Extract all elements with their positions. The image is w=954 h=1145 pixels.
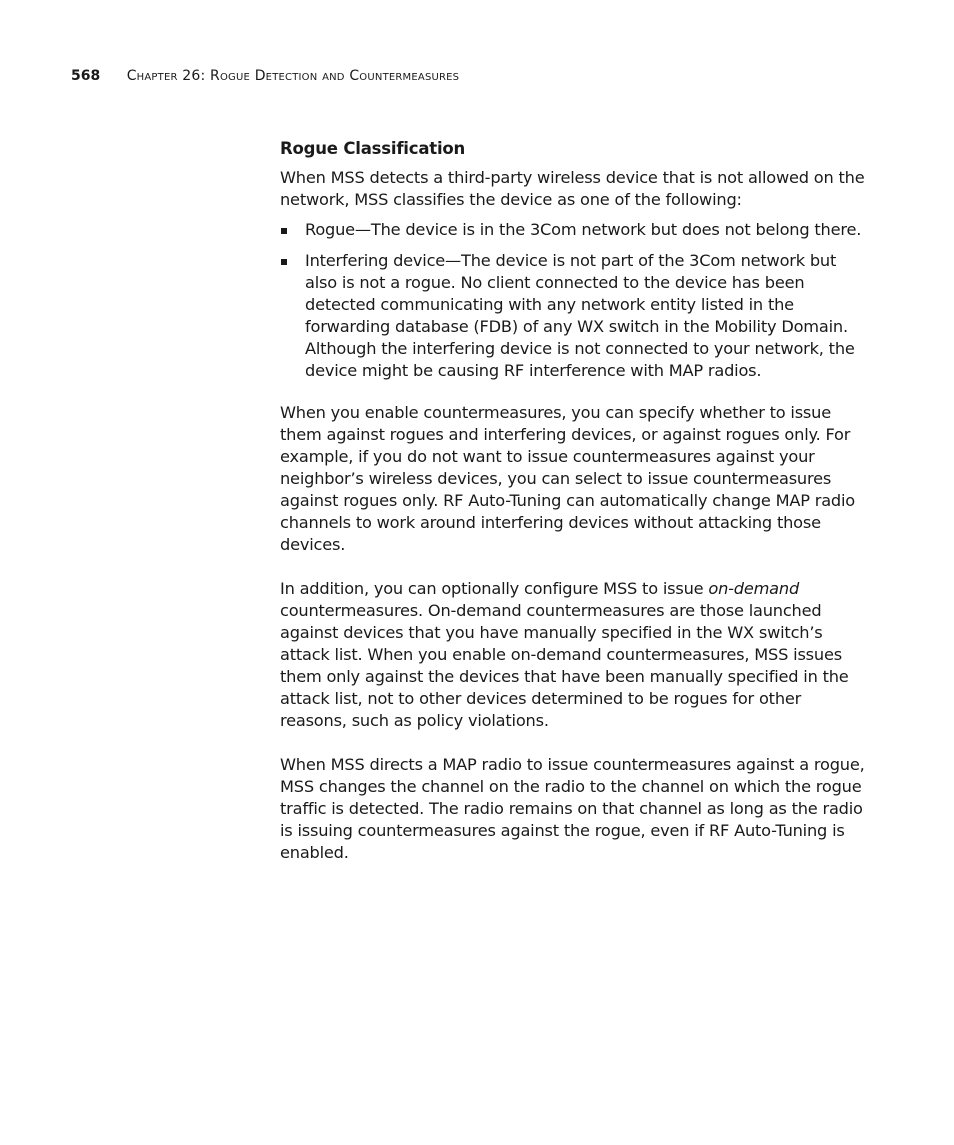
on-demand-text-after: countermeasures. On-demand countermeasures are those launched against devices that you have manually specified in the WX switch’s attack list. When you enable on-demand countermeasures, MSS issues them only against the devices that have been manually specified in the attack list, not to other devices determined to be rogues for other reasons, such as policy violations. xyxy=(280,601,849,730)
channel-paragraph: When MSS directs a MAP radio to issue countermeasures against a rogue, MSS changes the channel on the radio to the channel on which the rogue traffic is detected. The radio remains on that channel as long as the radio is issuing countermeasures against the rogue, even if RF Auto-Tuning is enabled. xyxy=(280,755,865,862)
on-demand-text-before: In addition, you can optionally configure MSS to issue xyxy=(280,579,709,598)
page-number: 568 xyxy=(71,68,101,84)
chapter-title: Chapter 26: Rogue Detection and Countermeasures xyxy=(126,68,460,84)
list-item-text: Rogue—The device is in the 3Com network but does not belong there. xyxy=(305,220,862,239)
list-item xyxy=(280,219,870,241)
running-header xyxy=(71,66,459,86)
on-demand-paragraph xyxy=(280,578,870,732)
on-demand-emphasis: on-demand xyxy=(708,579,800,598)
intro-paragraph: When MSS detects a third-party wireless device that is not allowed on the network, MSS classifies the device as one of the following: xyxy=(280,168,865,209)
list-item xyxy=(280,250,870,382)
list-item-text: Interfering device—The device is not part of the 3Com network but also is not a rogue. No client connected to the device has been detected communicating with any network entity listed in the forwarding database (FDB) of any WX switch in the Mobility Domain. Although the interfering device is not connected to your network, the device might be causing RF interference with MAP radios. xyxy=(305,251,855,380)
section-heading: Rogue Classification xyxy=(280,139,466,158)
square-bullet-icon xyxy=(281,228,287,234)
section-body xyxy=(280,138,870,886)
classification-list xyxy=(280,219,870,382)
countermeasures-paragraph: When you enable countermeasures, you can specify whether to issue them against rogues and interfering devices, or against rogues only. For example, if you do not want to issue countermeasures against your neighbor’s wireless devices, you can select to issue countermeasures against rogues only. RF Auto-Tuning can automatically change MAP radio channels to work around interfering devices without attacking those devices. xyxy=(280,403,856,554)
square-bullet-icon xyxy=(281,259,287,265)
